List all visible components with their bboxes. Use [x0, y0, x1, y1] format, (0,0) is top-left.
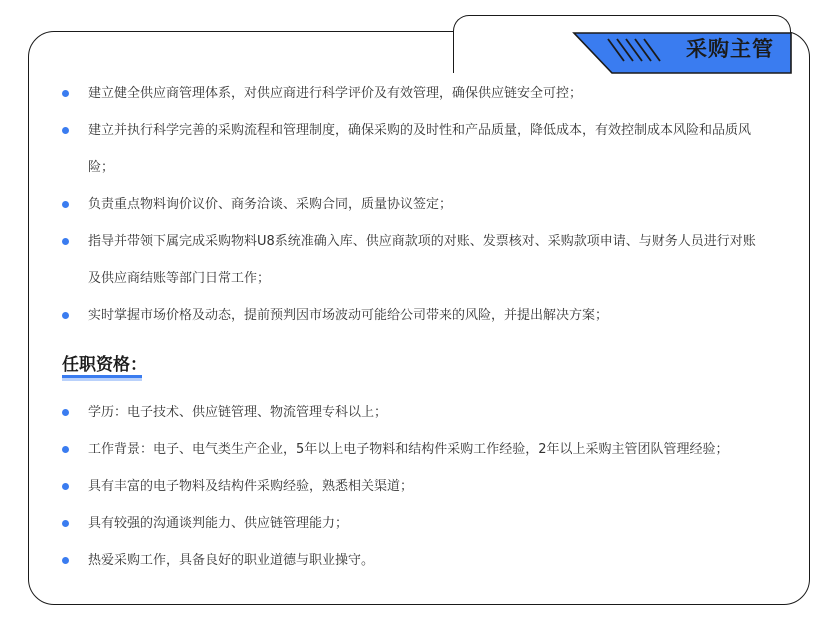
- list-item-text: 热爱采购工作，具备良好的职业道德与职业操守。: [88, 553, 375, 568]
- qualification-list: [62, 394, 782, 579]
- list-item: [62, 297, 762, 334]
- section-underline: [62, 375, 142, 381]
- list-item: [62, 468, 782, 505]
- list-item: [62, 75, 762, 112]
- bullet-icon: [62, 312, 69, 319]
- bullet-icon: [62, 201, 69, 208]
- list-item-text: 实时掌握市场价格及动态，提前预判因市场波动可能给公司带来的风险，并提出解决方案；: [88, 308, 609, 323]
- bullet-icon: [62, 90, 69, 97]
- bullet-icon: [62, 127, 69, 134]
- responsibility-list: [62, 75, 762, 334]
- list-item: [62, 112, 762, 186]
- list-item-text: 学历：电子技术、供应链管理、物流管理专科以上；: [88, 405, 388, 420]
- list-item: [62, 223, 762, 297]
- bullet-icon: [62, 409, 69, 416]
- list-item: [62, 505, 782, 542]
- list-item: [62, 431, 782, 468]
- bullet-icon: [62, 446, 69, 453]
- list-item: [62, 542, 782, 579]
- bullet-icon: [62, 238, 69, 245]
- list-item-text: 建立健全供应商管理体系，对供应商进行科学评价及有效管理，确保供应链安全可控；: [88, 86, 583, 101]
- list-item-text: 负责重点物料询价议价、商务洽谈、采购合同，质量协议签定；: [88, 197, 453, 212]
- bullet-icon: [62, 483, 69, 490]
- bullet-icon: [62, 520, 69, 527]
- section-title-qualifications: 任职资格：: [62, 355, 147, 375]
- list-item: [62, 186, 762, 223]
- list-item-text: 指导并带领下属完成采购物料U8系统准确入库、供应商款项的对账、发票核对、采购款项申请、与财务人员进行对账及供应商结账等部门日常工作；: [88, 234, 756, 286]
- list-item: [62, 394, 782, 431]
- list-item-text: 具有丰富的电子物料及结构件采购经验，熟悉相关渠道；: [88, 479, 414, 494]
- list-item-text: 工作背景：电子、电气类生产企业，5年以上电子物料和结构件采购工作经验，2年以上采购主管团队管理经验；: [88, 442, 729, 457]
- page-title: 采购主管: [686, 37, 774, 61]
- list-item-text: 具有较强的沟通谈判能力、供应链管理能力；: [88, 516, 349, 531]
- list-item-text: 建立并执行科学完善的采购流程和管理制度，确保采购的及时性和产品质量，降低成本，有效控制成本风险和品质风险；: [88, 123, 752, 175]
- bullet-icon: [62, 557, 69, 564]
